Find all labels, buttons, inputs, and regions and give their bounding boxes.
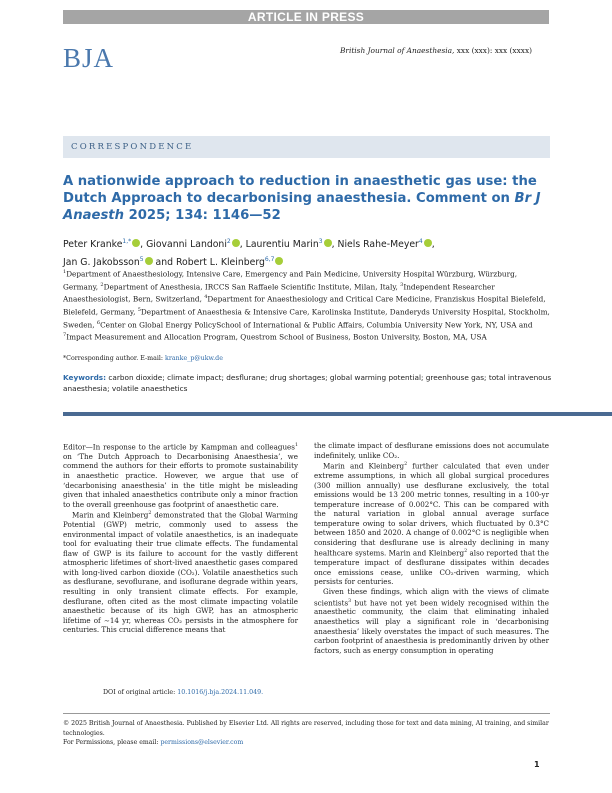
author-name: Giovanni Landoni — [146, 239, 227, 251]
body-text: also reported that the temperature impact of desflurane dissipates within decades once emissions cease, unlike CO₂-driven warming, which persists for centuries. — [314, 548, 549, 587]
reference-number[interactable]: 2 — [464, 549, 468, 555]
body-column-left — [63, 441, 298, 635]
body-text: demonstrated that the Global Warming Potential (GWP) metric, commonly used to assess the environmental impact of volatile anaesthetics, is an inadequate tool for evaluating their true climate effects. The fundamental flaw of GWP is its failure to account for the vastly different atmospheric lifetimes of short-lived anaesthetic gases compared with long-lived carbon dioxide (CO₂). Volatile anaesthetics such as desflurane, sevoflurane, and isoflurane degrade within years, resulting in only transient climate effects. For example, desflurane, often cited as the most climate impacting volatile anaesthetic because of its high GWP, has an atmospheric lifetime of ∼14 yr, whereas CO₂ persists in the atmosphere for centuries. This crucial difference means that — [63, 510, 298, 635]
author-affiliation-ref: 2 — [226, 238, 231, 245]
affiliation-number: 3 — [400, 281, 404, 288]
body-text: the climate impact of desflurane emissions does not accumulate indefinitely, unlike CO₂. — [314, 441, 549, 460]
author-affiliation-ref: 5 — [139, 256, 144, 264]
body-column-right — [314, 441, 549, 655]
body-paragraph — [314, 460, 549, 587]
section-header — [63, 136, 550, 158]
author-name: Jan G. Jakobsson — [63, 257, 140, 269]
doi-note — [103, 689, 263, 696]
orcid-icon[interactable] — [275, 257, 283, 265]
reference-number[interactable]: 2 — [404, 462, 408, 468]
author-name: Robert L. Kleinberg — [175, 257, 265, 269]
author-affiliation-ref: 6,7 — [264, 256, 275, 264]
permissions-line — [63, 738, 553, 748]
footer-divider — [63, 713, 550, 714]
copyright-block — [63, 719, 553, 748]
body-paragraph — [63, 441, 298, 509]
affiliation-number: 2 — [100, 281, 104, 288]
journal-reference — [340, 46, 532, 55]
journal-name: British Journal of Anaesthesia, — [340, 46, 455, 55]
affiliation-number: 1 — [63, 269, 67, 275]
author-affiliation-ref: 1,* — [122, 238, 132, 245]
affiliation-number: 4 — [204, 294, 208, 301]
permissions-label: For Permissions, please email: — [63, 739, 159, 746]
author-separator: , — [431, 239, 435, 251]
body-paragraph — [314, 587, 549, 655]
doi-link[interactable]: 10.1016/j.bja.2024.11.049. — [177, 689, 264, 696]
reference-number[interactable]: 3 — [348, 598, 352, 604]
body-paragraph — [63, 509, 298, 634]
affiliation-text: Center on Global Energy PolicySchool of International & Public Affairs, Columbia University New York, NY, USA and — [100, 319, 533, 329]
title-main: A nationwide approach to reduction in anaesthetic gas use: the Dutch Approach to decarbonising anaesthesia. Comment on — [63, 174, 537, 206]
title-journal: Br J Anaesth — [63, 191, 541, 223]
corresponding-label: *Corresponding author. E-mail: — [63, 355, 163, 362]
affiliation-text: Department of Anaesthesia & Intensive Care, Karolinska Institute, Danderyds University Hospital, Stockholm, Sweden, — [63, 307, 550, 329]
body-text: but have not yet been widely recognised within the anaesthetic community, the claim that eliminating inhaled anaesthetics will play a significant role in ‘decarbonising anaesthesia’ likely overstates the impact of such measures. The carbon footprint of anaesthesia is predominantly driven by other factors, such as energy consumption in operating — [314, 597, 549, 655]
author-list — [63, 234, 553, 270]
reference-number[interactable]: 2 — [148, 511, 152, 517]
reference-number[interactable]: 1 — [294, 443, 298, 448]
author-affiliation-ref: 4 — [418, 238, 423, 245]
article-title — [63, 173, 543, 224]
author-affiliation-ref: 3 — [318, 238, 323, 245]
keywords — [63, 372, 553, 395]
affiliation-text: Department of Anaesthesiology, Intensive Care, Emergency and Pain Medicine, University Hospital Würzburg, Würzburg, Germany, — [63, 269, 518, 292]
orcid-icon[interactable] — [145, 257, 153, 265]
body-text: Editor—In response to the article by Kampman and colleagues — [63, 442, 295, 452]
affiliation-text: Impact Measurement and Allocation Program, Questrom School of Business, Boston University, Boston, MA, USA — [66, 332, 487, 342]
corresponding-author — [63, 355, 223, 362]
orcid-icon[interactable] — [324, 239, 332, 247]
body-paragraph — [314, 441, 549, 460]
author-separator: , — [239, 239, 246, 251]
keywords-label: Keywords: — [63, 373, 107, 382]
body-text: Marin and Kleinberg — [323, 461, 405, 471]
affiliation-number: 6 — [96, 319, 101, 326]
corresponding-email-link[interactable]: kranke_p@ukw.de — [165, 355, 223, 362]
orcid-icon[interactable] — [424, 239, 432, 247]
body-text: on ‘The Dutch Approach to Decarbonising Anaesthesia’, we commend the authors for their efforts to promote sustainability in anaesthetic practice. However, we argue that use of ‘decarbonising anaesthesia’ in the title might be misleading given that inhaled anaesthetics contribute only a minor fraction to the overall greenhouse gas footprint of anaesthetic care. — [63, 451, 298, 509]
affiliations — [63, 267, 553, 343]
author-name: Laurentiu Marin — [245, 239, 319, 251]
body-text: Given these findings, which align with the views of climate scientists — [314, 586, 549, 607]
page-number: 1 — [534, 760, 540, 769]
affiliation-number: 7 — [63, 332, 67, 339]
body-text: Marin and Kleinberg — [72, 510, 149, 520]
affiliation-number: 5 — [137, 306, 141, 313]
affiliation-text: Department for Anaesthesiology and Critical Care Medicine, Franziskus Hospital Bielefeld, Bielefeld, Germany, — [63, 294, 546, 317]
author-separator: , — [331, 239, 338, 251]
copyright-text: © 2025 British Journal of Anaesthesia. Published by Elsevier Ltd. All rights are reserved, including those for text and data mining, AI training, and similar technologies. — [63, 720, 549, 737]
title-citation: 2025; 134: 1146—52 — [128, 208, 281, 223]
affiliation-text: Independent Researcher Anaesthesiologist, Bern, Switzerland, — [63, 282, 495, 304]
author-separator: , — [140, 239, 147, 251]
orcid-icon[interactable] — [232, 239, 240, 247]
doi-label: DOI of original article: — [103, 689, 176, 696]
affiliation-text: Department of Anesthesia, IRCCS San Raffaele Scientific Institute, Milan, Italy, — [103, 282, 401, 292]
body-text: further calculated that even under extreme assumptions, in which all global surgical procedures (300 million annually) use desflurane exclusively, the total emissions would be 13 200 metric tonnes, resulting in a 100-yr temperature increase of 0.002°C. This can be compared with the natural variation in global annual average surface temperature owing to solar drivers, which fluctuated by 0.3°C between 1850 and 2020. A change of 0.002°C is negligible when considering that desflurane use is already declining in many healthcare systems. Marin and Kleinberg — [314, 461, 550, 558]
permissions-email-link[interactable]: permissions@elsevier.com — [160, 739, 244, 746]
author-name: Peter Kranke — [63, 239, 123, 251]
article-in-press-banner: ARTICLE IN PRESS — [63, 10, 549, 24]
orcid-icon[interactable] — [132, 239, 140, 247]
author-name: Niels Rahe-Meyer — [337, 239, 419, 251]
journal-volume: xxx (xxx): xxx (xxxx) — [456, 46, 532, 55]
journal-logo: BJA — [63, 43, 115, 73]
section-label: CORRESPONDENCE — [71, 142, 194, 152]
keywords-text: carbon dioxide; climate impact; desflurane; drug shortages; global warming potential; greenhouse gas; total intravenous anaesthesia; volatile anaesthetics — [63, 373, 552, 394]
author-separator: and — [152, 257, 176, 269]
header-divider — [63, 412, 612, 416]
